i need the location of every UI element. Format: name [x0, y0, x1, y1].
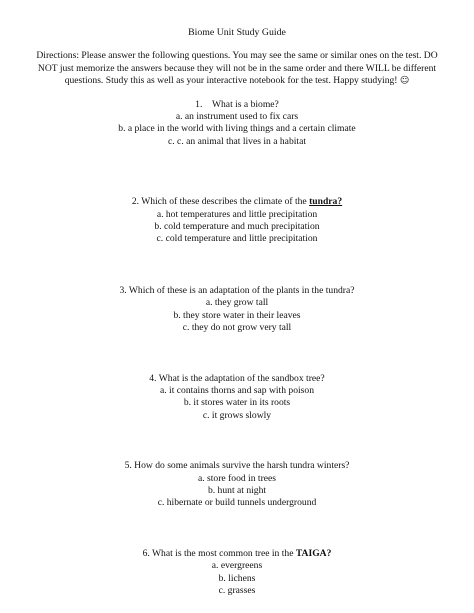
smiley-icon: ☺ — [399, 76, 410, 87]
question-2 — [0, 196, 474, 246]
question-3-option-a: a. they grow tall — [205, 297, 269, 309]
question-1-prompt — [0, 99, 474, 111]
question-6-option-c: c. grasses — [218, 584, 256, 596]
question-4 — [0, 373, 474, 423]
directions-paragraph — [31, 50, 443, 87]
question-4-options — [0, 385, 474, 422]
question-4-text: 4. What is the adaptation of the sandbox tree? — [149, 372, 325, 384]
question-6-option-b: b. lichens — [218, 572, 256, 584]
question-3-option-c: c. they do not grow very tall — [182, 322, 292, 334]
question-4-option-c: c. it grows slowly — [202, 409, 272, 421]
question-5-option-c: c. hibernate or build tunnels underground — [157, 497, 317, 509]
question-5-option-b: b. hunt at night — [207, 484, 267, 496]
question-6-prompt — [0, 548, 474, 560]
question-1-option-c: c. c. an animal that lives in a habitat — [168, 135, 306, 147]
question-2-keyword: tundra? — [309, 196, 343, 208]
question-2-options — [0, 209, 474, 246]
question-2-text: 2. Which of these describes the climate of the — [131, 196, 307, 208]
document-title: Biome Unit Study Guide — [188, 27, 286, 38]
question-4-option-a: a. it contains thorns and sap with poison — [159, 384, 314, 396]
question-3 — [0, 285, 474, 335]
question-6-options — [0, 560, 474, 597]
question-6-keyword: TAIGA? — [295, 547, 332, 559]
question-1-options — [0, 111, 474, 148]
question-6-text: 6. What is the most common tree in the — [142, 547, 294, 559]
question-2-prompt — [0, 196, 474, 208]
question-3-text: 3. Which of these is an adaptation of the plants in the tundra? — [119, 284, 355, 296]
question-3-options — [0, 297, 474, 334]
question-6 — [0, 548, 474, 598]
question-2-option-a: a. hot temperatures and little precipitation — [156, 208, 318, 220]
question-5-option-a: a. store food in trees — [197, 472, 277, 484]
question-4-option-b: b. it stores water in its roots — [183, 397, 291, 409]
question-1 — [0, 99, 474, 149]
question-5-text: 5. How do some animals survive the harsh tundra winters? — [124, 460, 350, 472]
question-2-option-c: c. cold temperature and little precipitation — [156, 233, 318, 245]
question-3-option-b: b. they store water in their leaves — [173, 309, 301, 321]
question-1-option-b: b. a place in the world with living things and a certain climate — [118, 123, 356, 135]
directions-text: Directions: Please answer the following questions. You may see the same or similar ones on the test. DO NOT just memorize the answers because they will not be in the same order and there WILL be different questions. Study this as well as your interactive notebook for the test. Happy studying! — [36, 50, 438, 87]
question-6-option-a: a. evergreens — [211, 560, 263, 572]
question-2-option-b: b. cold temperature and much precipitation — [154, 221, 320, 233]
question-1-option-a: a. an instrument used to fix cars — [175, 111, 299, 123]
question-1-text: What is a biome? — [211, 98, 279, 110]
question-1-number: 1. — [195, 98, 203, 110]
question-5-options — [0, 473, 474, 510]
question-5 — [0, 460, 474, 510]
